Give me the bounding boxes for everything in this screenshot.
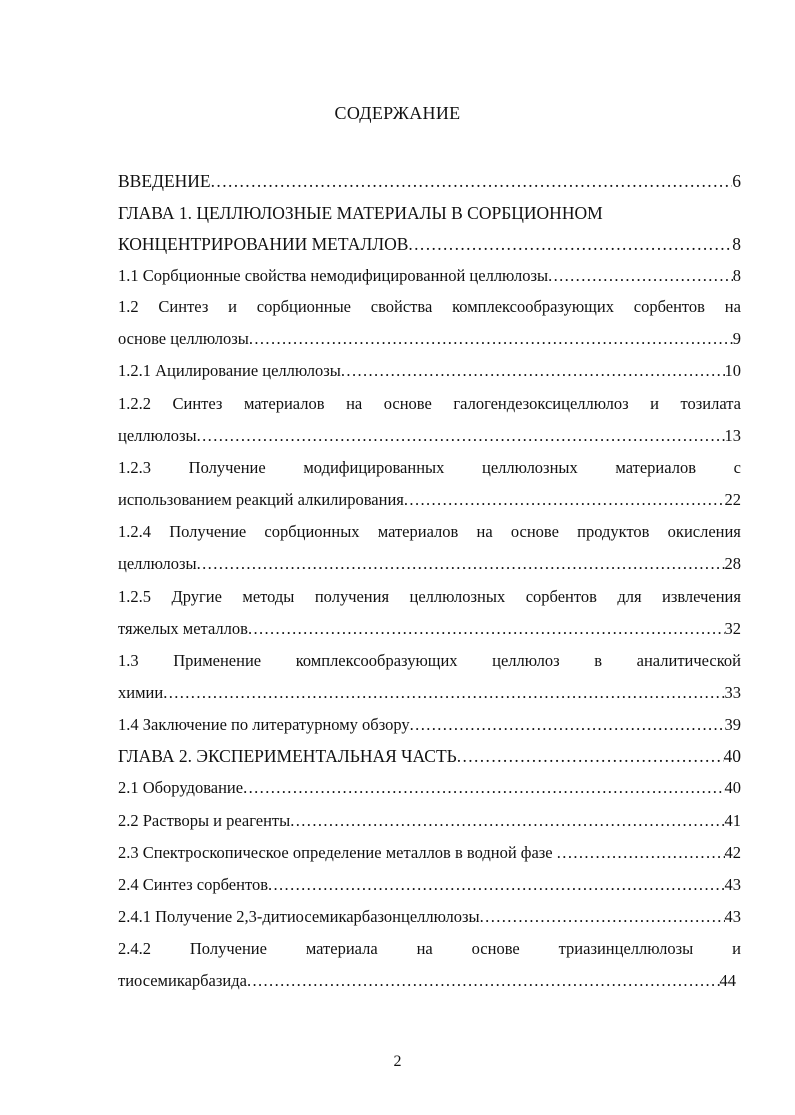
toc-page-number: 8: [732, 266, 741, 285]
toc-page-number: 41: [724, 811, 741, 830]
toc-entry-text: 1.1 Сорбционные свойства немодифицированной целлюлозы: [118, 266, 549, 285]
toc-entry-intro: [118, 170, 741, 192]
toc-chapter-2: [118, 745, 741, 767]
toc-word: основе: [471, 939, 520, 958]
toc-entry-text: 1.4 Заключение по литературному обзору: [118, 715, 410, 734]
toc-entry-text: КОНЦЕНТРИРОВАНИИ МЕТАЛЛОВ: [118, 234, 409, 254]
toc-entry-2-4: [118, 874, 741, 896]
toc-entry-2-3: [118, 842, 741, 864]
toc-word: модифицированных: [303, 458, 445, 477]
toc-word: в: [594, 651, 603, 670]
toc-word: галогендезоксицеллюлоз: [453, 394, 629, 413]
leader-dots: [247, 970, 720, 992]
toc-page-number: 32: [724, 619, 741, 638]
leader-dots: [243, 777, 724, 799]
leader-dots: [197, 425, 725, 447]
toc-entry-1-2-3-line-1: [118, 457, 741, 479]
toc-entry-1-2-3-line-2: [118, 489, 741, 511]
toc-entry-2-4-1: [118, 906, 741, 928]
toc-page-number: 8: [732, 234, 741, 254]
toc-entry-text: 2.4 Синтез сорбентов: [118, 875, 268, 894]
toc-word: на: [346, 394, 363, 413]
toc-entry-1-2-4-line-2: [118, 553, 741, 575]
toc-word: свойства: [370, 297, 433, 316]
toc-word: материалов: [615, 458, 696, 477]
toc-word: 1.2.4: [118, 522, 151, 541]
toc-entry-text: 2.3 Спектроскопическое определение металлов в водной фазе: [118, 843, 557, 862]
leader-dots: [408, 233, 732, 255]
toc-word: материалов: [243, 394, 325, 413]
toc-page-number: 42: [724, 843, 741, 862]
toc-word: получения: [314, 587, 390, 606]
toc-entry-1-3-line-1: [118, 650, 741, 672]
toc-entry-text: целлюлозы: [118, 554, 197, 573]
toc-entry-2-2: [118, 810, 741, 832]
leader-dots: [197, 553, 725, 575]
toc-entry-text: основе целлюлозы: [118, 329, 249, 348]
toc-word: и: [650, 394, 660, 413]
toc-page-number: 40: [723, 746, 741, 766]
leader-dots: [163, 682, 724, 704]
toc-entry-text: ВВЕДЕНИЕ: [118, 171, 211, 191]
leader-dots: [404, 489, 725, 511]
toc-word: извлечения: [662, 587, 741, 606]
toc-word: основе: [510, 522, 559, 541]
page-number: 2: [393, 1053, 402, 1070]
toc-word: для: [617, 587, 642, 606]
toc-word: Синтез: [172, 394, 223, 413]
toc-word: и: [732, 939, 741, 958]
toc-word: с: [733, 458, 741, 477]
toc-entry-text: тяжелых металлов: [118, 619, 248, 638]
toc-page-number: 13: [724, 426, 741, 445]
toc-entry-2-4-2-line-1: [118, 938, 741, 960]
toc-entry-text: ГЛАВА 2. ЭКСПЕРИМЕНТАЛЬНАЯ ЧАСТЬ: [118, 746, 457, 766]
toc-entry-1-2-2-line-1: [118, 393, 741, 415]
toc-word: на: [476, 522, 493, 541]
toc-page-number: 9: [732, 329, 741, 348]
toc-word: 1.2: [118, 297, 139, 316]
toc-word: целлюлозных: [482, 458, 578, 477]
toc-word: аналитической: [636, 651, 741, 670]
toc-word: Другие: [171, 587, 222, 606]
toc-page-number: 10: [724, 361, 741, 380]
toc-word: продуктов: [577, 522, 650, 541]
toc-page-number: 40: [724, 778, 741, 797]
leader-dots: [211, 170, 733, 192]
toc-page-number: 43: [724, 875, 741, 894]
toc-entry-1-2-4-line-1: [118, 521, 741, 543]
toc-page-number: 28: [724, 554, 741, 573]
leader-dots: [548, 265, 733, 287]
toc-entry-1-2-5-line-2: [118, 618, 741, 640]
toc-word: Получение: [188, 458, 266, 477]
leader-dots: [249, 328, 733, 350]
toc-page-number: 44: [719, 971, 736, 990]
toc-entry-1-3-line-2: [118, 682, 741, 704]
toc-chapter-1-line-2: [118, 233, 741, 255]
toc-entry-text: целлюлозы: [118, 426, 197, 445]
toc-entry-text: 2.4.1 Получение 2,3-дитиосемикарбазонцеллюлозы: [118, 907, 480, 926]
toc-word: сорбционные: [256, 297, 351, 316]
toc-word: тозилата: [680, 394, 741, 413]
leader-dots: [341, 360, 725, 382]
toc-entry-1-2-line-2: [118, 328, 741, 350]
toc-word: окисления: [667, 522, 741, 541]
toc-page-number: 39: [724, 715, 741, 734]
toc-word: Получение: [169, 522, 247, 541]
toc-word: целлюлозных: [409, 587, 506, 606]
toc-word: комплексообразующих: [452, 297, 614, 316]
toc-entry-1-2-line-1: [118, 296, 741, 318]
toc-word: материала: [305, 939, 378, 958]
toc-word: целлюлоз: [492, 651, 560, 670]
toc-entry-text: тиосемикарбазида: [118, 971, 247, 990]
toc-page-number: 22: [724, 490, 741, 509]
toc-page-number: 43: [724, 907, 741, 926]
leader-dots: [457, 745, 724, 767]
leader-dots: [248, 618, 725, 640]
toc-word: Синтез: [158, 297, 209, 316]
leader-dots: [410, 714, 725, 736]
toc-chapter-1-line-1: ГЛАВА 1. ЦЕЛЛЮЛОЗНЫЕ МАТЕРИАЛЫ В СОРБЦИОННОМ: [118, 203, 603, 223]
toc-page-number: 33: [724, 683, 741, 702]
toc-entry-2-4-2-line-2: [118, 970, 736, 992]
toc-word: сорбентов: [525, 587, 597, 606]
toc-entry-text: химии: [118, 683, 164, 702]
toc-word: Получение: [189, 939, 267, 958]
toc-word: материалов: [377, 522, 459, 541]
leader-dots: [557, 842, 725, 864]
toc-word: сорбционных: [264, 522, 360, 541]
leader-dots: [268, 874, 725, 896]
toc-word: на: [724, 297, 741, 316]
toc-entry-text: 1.2.1 Ацилирование целлюлозы: [118, 361, 341, 380]
toc-entry-text: 2.1 Оборудование: [118, 778, 244, 797]
toc-entry-2-1: [118, 777, 741, 799]
toc-word: комплексообразующих: [295, 651, 458, 670]
toc-entry-1-2-5-line-1: [118, 586, 741, 608]
toc-word: 1.2.5: [118, 587, 151, 606]
toc-word: основе: [383, 394, 432, 413]
page-title: СОДЕРЖАНИЕ: [334, 103, 461, 123]
toc-word: 1.2.3: [118, 458, 151, 477]
toc-word: сорбентов: [633, 297, 705, 316]
toc-word: Применение: [173, 651, 262, 670]
leader-dots: [290, 810, 724, 832]
toc-word: на: [416, 939, 433, 958]
toc-entry-text: 2.2 Растворы и реагенты: [118, 811, 291, 830]
toc-entry-1-2-1: [118, 360, 741, 382]
toc-word: 2.4.2: [118, 939, 151, 958]
toc-word: триазинцеллюлозы: [558, 939, 694, 958]
toc-entry-1-2-2-line-2: [118, 425, 741, 447]
toc-word: и: [228, 297, 237, 316]
toc-entry-text: использованием реакций алкилирования: [118, 490, 404, 509]
toc-page-number: 6: [732, 171, 741, 191]
toc-entry-1-4: [118, 714, 741, 736]
toc-entry-1-1: [118, 265, 741, 287]
toc-word: 1.2.2: [118, 394, 151, 413]
toc-word: методы: [242, 587, 295, 606]
toc-word: 1.3: [118, 651, 139, 670]
leader-dots: [480, 906, 725, 928]
